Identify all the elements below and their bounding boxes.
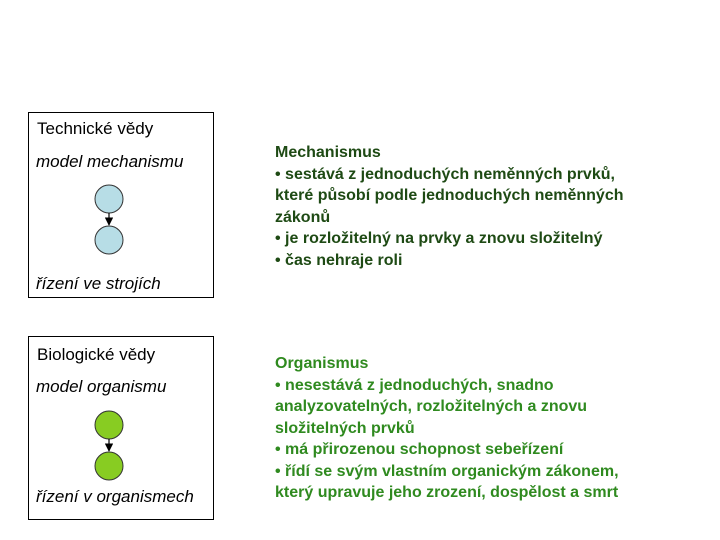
mechanism-line: • je rozložitelný na prvky a znovu složitelný [275, 230, 603, 247]
organism-heading: Organismus [275, 355, 369, 372]
organism-line: který upravuje jeho zrození, dospělost a smrt [275, 484, 619, 501]
mechanism-heading: Mechanismus [275, 144, 381, 161]
biological-control-label: řízení v organismech [36, 487, 194, 506]
technical-title: Technické vědy [37, 119, 154, 138]
mechanism-line: zákonů [275, 208, 331, 226]
organism-node-bottom [95, 452, 123, 480]
mechanism-line: • sestává z jednoduchých neměnných prvků, [275, 165, 615, 183]
organism-line: analyzovatelných, rozložitelných a znovu [275, 398, 588, 415]
mechanism-node-top [95, 185, 123, 213]
technical-control-label: řízení ve strojích [36, 274, 161, 293]
biological-model-label: model organismu [36, 377, 167, 396]
mechanism-node-bottom [95, 226, 123, 254]
mechanism-line: • čas nehraje roli [275, 251, 403, 269]
organism-line: • má přirozenou schopnost sebeřízení [275, 441, 564, 458]
organism-line: složitelných prvků [275, 419, 415, 437]
organism-line: • řídí se svým vlastním organickým zákonem, [275, 462, 619, 480]
organism-node-top [95, 411, 123, 439]
mechanism-description [275, 142, 624, 271]
biological-title: Biologické vědy [37, 345, 156, 364]
mechanism-line: které působí podle jednoduchých neměnných [275, 187, 624, 204]
technical-model-label: model mechanismu [36, 152, 184, 171]
organism-description [275, 353, 619, 504]
organism-line: • nesestává z jednoduchých, snadno [275, 376, 554, 394]
